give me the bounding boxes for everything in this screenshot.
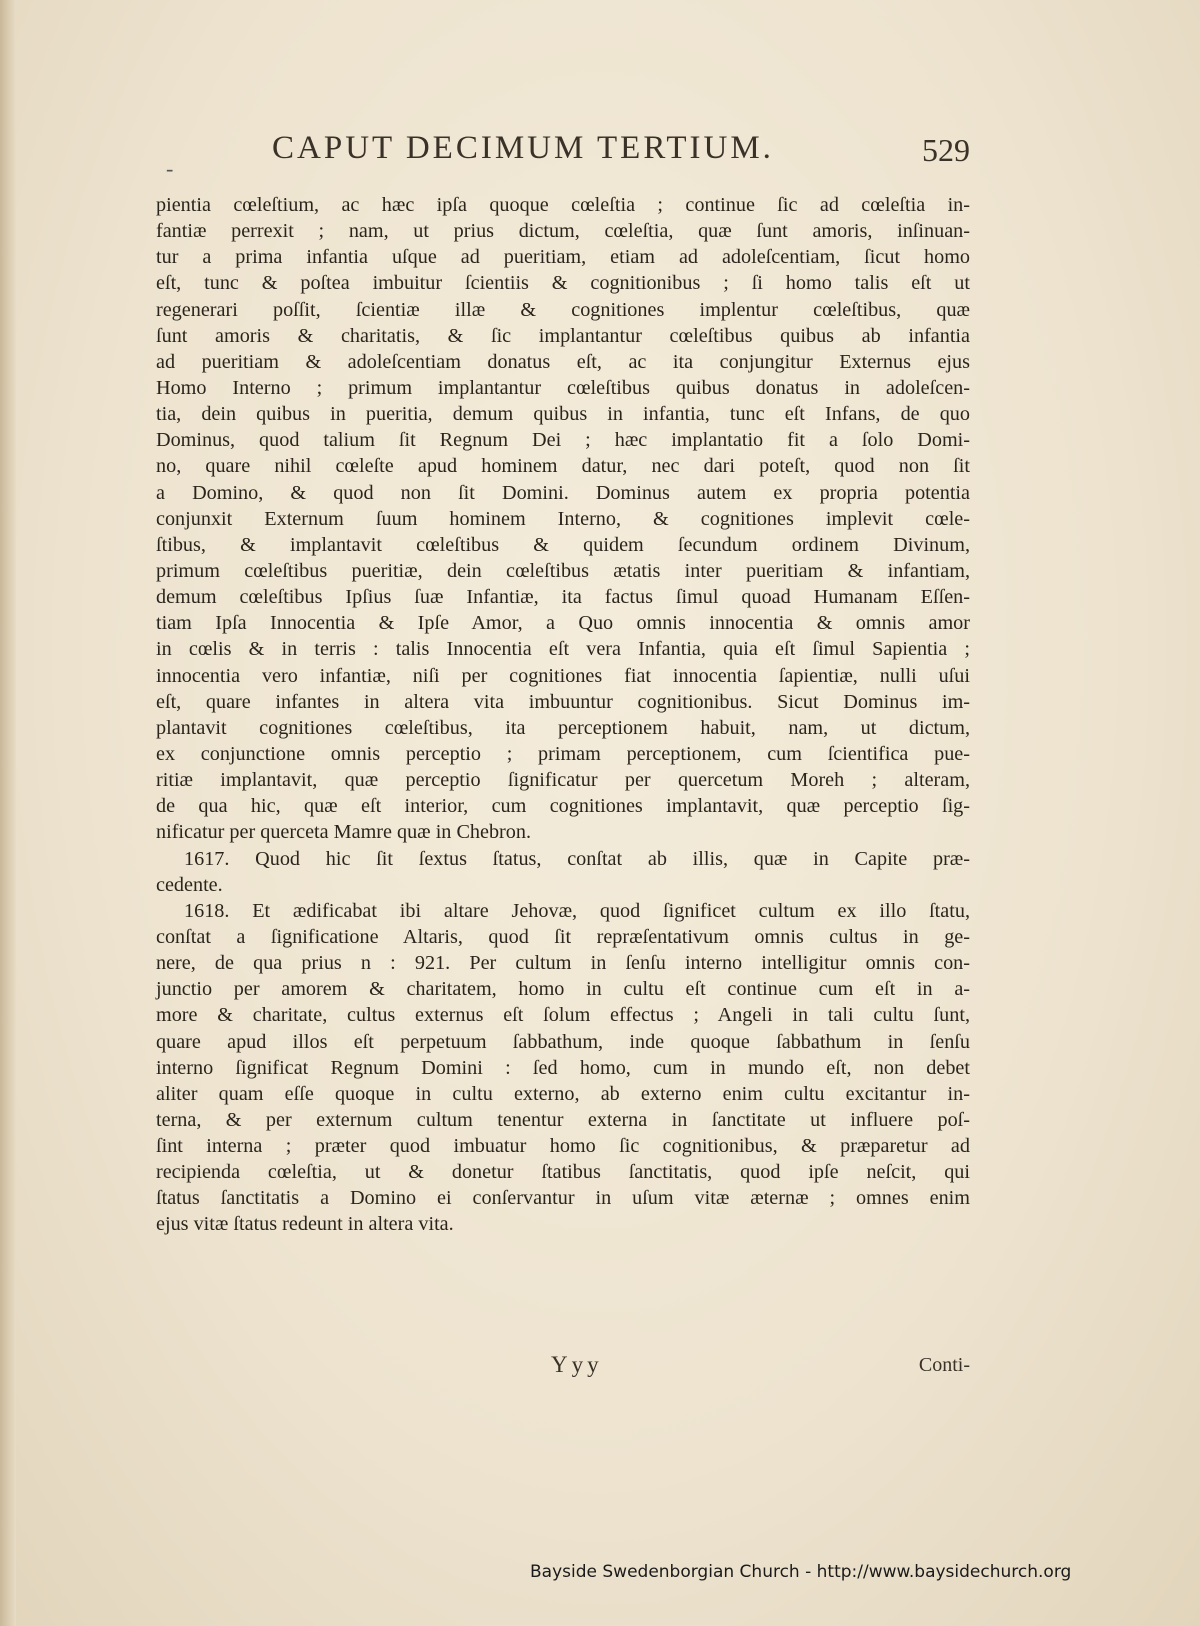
text-line: a Domino, & quod non ſit Domini. Dominus autem ex propria potentia (156, 481, 970, 504)
page-number: 529 (922, 132, 970, 168)
signature-mark: Yyy (551, 1352, 603, 1377)
catchword: Conti- (918, 1354, 970, 1376)
text-line: Homo Interno ; primum implantantur cœleſtibus quibus donatus in adoleſcen- (156, 376, 970, 399)
text-line: pientia cœleſtium, ac hæc ipſa quoque cœleſtia ; continue ſic ad cœleſtia in- (156, 194, 970, 216)
text-line: demum cœleſtibus Ipſius ſuæ Infantiæ, ita factus ſimul quoad Humanam Eſſen- (156, 586, 970, 609)
text-line: de qua hic, quæ eſt interior, cum cognitiones implantavit, quæ perceptio ſig- (156, 795, 970, 818)
text-line: quare apud illos eſt perpetuum ſabbathum, inde quoque ſabbathum in ſenſu (156, 1030, 970, 1053)
running-title: CAPUT DECIMUM TERTIUM. (272, 130, 774, 166)
text-line: ad pueritiam & adoleſcentiam donatus eſt, ac ita conjungitur Externus ejus (156, 350, 970, 373)
watermark-text: Bayside Swedenborgian Church - http://www.baysidechurch.org (530, 1562, 1072, 1582)
page-footer (156, 1352, 970, 1382)
text-line: ritiæ implantavit, quæ perceptio ſignificatur per quercetum Moreh ; alteram, (156, 769, 970, 792)
text-line: recipienda cœleſtia, ut & donetur ſtatibus ſanctitatis, quod ipſe neſcit, qui (156, 1161, 970, 1184)
text-line: ſtatus ſanctitatis a Domino ei conſervantur in uſum vitæ æternæ ; omnes enim (156, 1187, 970, 1210)
text-line: ſunt amoris & charitatis, & ſic implantantur cœleſtibus quibus ab infantia (156, 324, 970, 347)
text-line: tia, dein quibus in pueritia, demum quibus in infantia, tunc eſt Infans, de quo (156, 403, 970, 426)
text-line: tur a prima infantia uſque ad pueritiam, etiam ad adoleſcentiam, ſicut homo (156, 246, 970, 269)
text-line: eſt, tunc & poſtea imbuitur ſcientiis & cognitionibus ; ſi homo talis eſt ut (156, 272, 970, 295)
text-line: no, quare nihil cœleſte apud hominem datur, nec dari poteſt, quod non ſit (156, 455, 970, 478)
text-line: ejus vitæ ſtatus redeunt in altera vita. (156, 1213, 454, 1236)
text-line: conjunxit Externum ſuum hominem Interno, & cognitiones implevit cœle- (156, 507, 970, 530)
text-line: ex conjunctione omnis perceptio ; primam perceptionem, cum ſcientifica pue- (156, 742, 970, 765)
header-mark: - (166, 156, 174, 181)
text-line: conſtat a ſignificatione Altaris, quod ſit repræſentativum omnis cultus in ge- (156, 925, 970, 948)
text-line: nificatur per querceta Mamre quæ in Chebron. (156, 821, 532, 844)
text-line: more & charitate, cultus externus eſt ſolum effectus ; Angeli in tali cultu ſunt, (156, 1004, 970, 1027)
text-line: tiam Ipſa Innocentia & Ipſe Amor, a Quo omnis innocentia & omnis amor (156, 612, 970, 635)
text-line: junctio per amorem & charitatem, homo in cultu eſt continue cum eſt in a- (156, 978, 970, 1001)
text-line: nere, de qua prius n : 921. Per cultum in ſenſu interno intelligitur omnis con- (156, 952, 970, 975)
text-line: 1618. Et ædificabat ibi altare Jehovæ, quod ſignificet cultum ex illo ſtatu, (184, 899, 970, 922)
text-line: Dominus, quod talium ſit Regnum Dei ; hæc implantatio fit a ſolo Domi- (156, 429, 970, 452)
text-line: aliter quam eſſe quoque in cultu externo, ab externo enim cultu excitantur in- (156, 1082, 970, 1105)
text-line: ſint interna ; præter quod imbuatur homo ſic cognitionibus, & præparetur ad (156, 1135, 970, 1158)
body-text (156, 192, 970, 1238)
text-line: ſtibus, & implantavit cœleſtibus & quidem ſecundum ordinem Divinum, (156, 533, 970, 556)
text-line: primum cœleſtibus pueritiæ, dein cœleſtibus ætatis inter pueritiam & infantiam, (156, 559, 970, 582)
text-line: interno ſignificat Regnum Domini : ſed homo, cum in mundo eſt, non debet (156, 1056, 970, 1079)
text-line: cedente. (156, 873, 223, 896)
text-line: fantiæ perrexit ; nam, ut prius dictum, cœleſtia, quæ ſunt amoris, inſinuan- (156, 220, 970, 243)
text-line: innocentia vero infantiæ, niſi per cognitiones fiat innocentia ſapientiæ, nulli uſui (156, 664, 970, 687)
text-line: plantavit cognitiones cœleſtibus, ita perceptionem habuit, nam, ut dictum, (156, 716, 970, 739)
page-header (160, 130, 970, 181)
text-line: eſt, quare infantes in altera vita imbuuntur cognitionibus. Sicut Dominus im- (156, 690, 970, 713)
text-line: terna, & per externum cultum tenentur externa in ſanctitate ut influere poſ- (156, 1108, 970, 1131)
text-line: in cœlis & in terris : talis Innocentia eſt vera Infantia, quia eſt ſimul Sapientia ; (156, 638, 970, 661)
text-line: 1617. Quod hic ſit ſextus ſtatus, conſtat ab illis, quæ in Capite præ- (184, 847, 970, 870)
page-gutter (0, 0, 16, 1626)
text-line: regenerari poſſit, ſcientiæ illæ & cognitiones implentur cœleſtibus, quæ (156, 298, 970, 321)
